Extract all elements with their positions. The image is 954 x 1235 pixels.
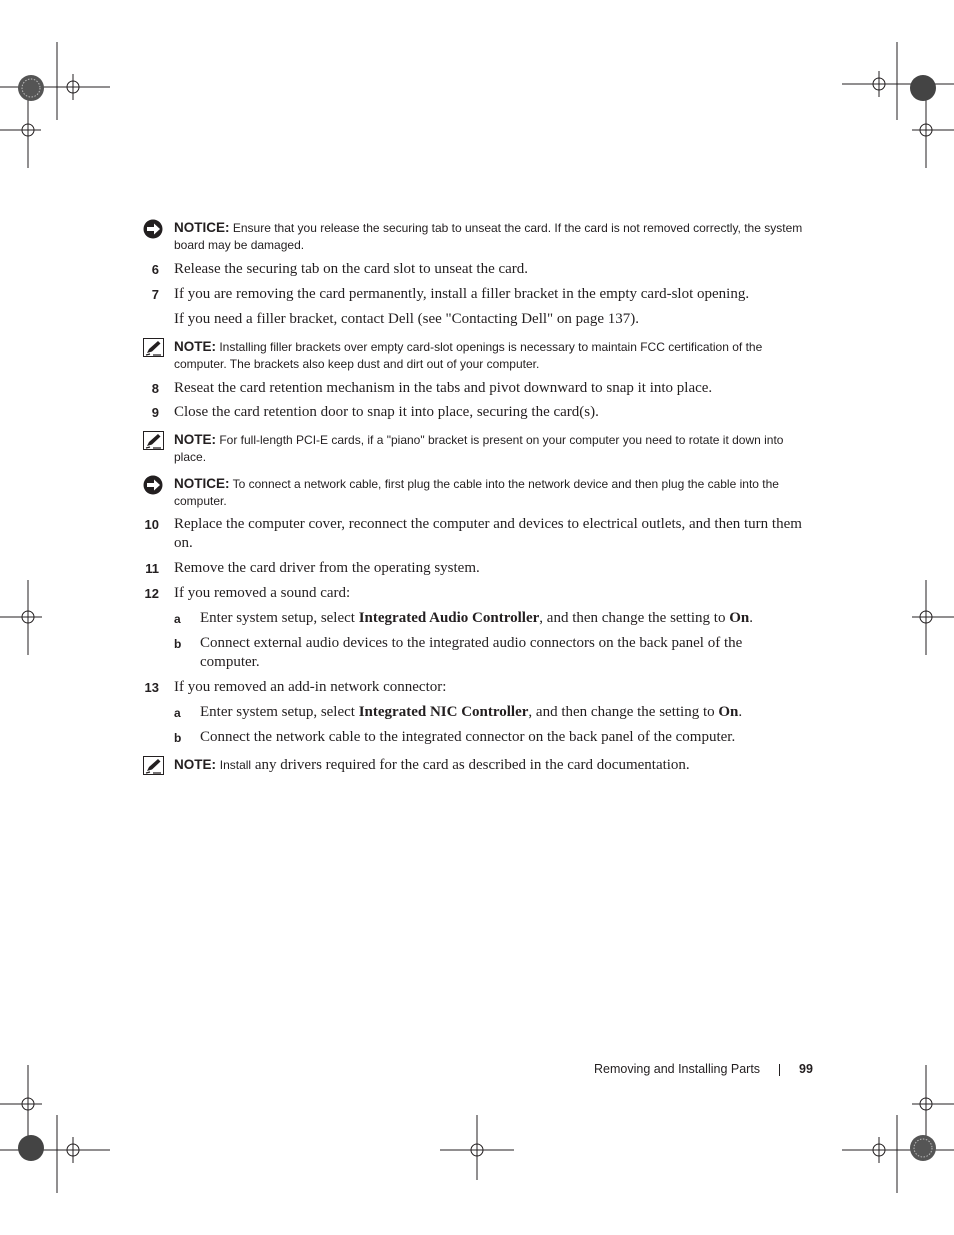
note-text: any drivers required for the card as described in the card documentation. [251,757,690,773]
step-text: Replace the computer cover, reconnect the computer and devices to electrical outlets, and then turn them on. [174,516,802,551]
substep-text [200,609,814,628]
step-text: Close the card retention door to snap it into place, securing the card(s). [174,404,599,420]
note-text: Installing filler brackets over empty card-slot openings is necessary to maintain FCC certification of the computer. The brackets also keep dust and dirt out of your computer. [174,340,763,371]
substep-letter: a [174,612,181,626]
footer-divider [779,1064,780,1076]
substep-letter: b [174,637,182,651]
notice-ensure-release [174,219,814,254]
step-number: 13 [144,680,159,695]
notice-arrow-icon [143,219,165,239]
substep-text-part: Enter system setup, select [200,704,359,720]
step-number: 10 [144,517,159,532]
note-label: NOTE: [174,757,216,772]
step-number: 8 [151,381,159,396]
substep-text-part: . [749,610,753,626]
step-text: If you are removing the card permanently, install a filler bracket in the empty card-slot opening. [174,286,750,302]
substep-letter: a [174,706,181,720]
notice-label: NOTICE: [174,476,230,491]
notice-text: To connect a network cable, first plug the cable into the network device and then plug the cable into the computer. [174,477,779,508]
substep-text-part: , and then change the setting to [528,704,719,720]
step-text: Reseat the card retention mechanism in the tabs and pivot downward to snap it into place. [174,380,713,396]
substep-text-part: Enter system setup, select [200,610,359,626]
note-text: Install [219,758,252,772]
note-pencil-icon [143,431,165,451]
note-label: NOTE: [174,339,216,354]
substep-letter: b [174,731,182,745]
ui-setting-value: On [729,610,750,626]
note-pencil-icon [143,338,165,358]
step-text: Remove the card driver from the operating system. [174,560,480,576]
page-number: 99 [799,1062,813,1076]
step-text: If you removed an add-in network connector: [174,679,447,695]
ui-setting-name: Integrated NIC Controller [358,704,529,720]
substep-text: Connect external audio devices to the integrated audio connectors on the back panel of the computer. [200,635,743,670]
step-number: 7 [151,287,159,302]
step-text: If you removed a sound card: [174,585,351,601]
footer-section-title: Removing and Installing Parts [594,1062,761,1076]
step-text: Release the securing tab on the card slot to unseat the card. [174,261,529,277]
ui-setting-name: Integrated Audio Controller [358,610,540,626]
note-install-drivers [174,755,814,775]
substep-text: Connect the network cable to the integrated connector on the back panel of the computer. [200,729,736,745]
notice-network-cable [174,475,814,510]
step-number: 11 [145,561,159,576]
note-text: For full-length PCI-E cards, if a "piano" bracket is present on your computer you need to rotate it down into place. [174,433,784,464]
step-number: 6 [151,262,159,277]
note-filler-brackets [174,338,814,373]
step-text-continued: If you need a filler bracket, contact Dell (see "Contacting Dell" on page 137). [174,311,639,327]
substep-text-part: . [738,704,743,720]
note-pencil-icon [143,756,165,776]
notice-arrow-icon [143,475,165,495]
substep-text-part: , and then change the setting to [539,610,730,626]
ui-setting-value: On [718,704,739,720]
note-label: NOTE: [174,432,216,447]
note-piano-bracket [174,431,814,466]
step-number: 9 [151,405,159,420]
notice-text: Ensure that you release the securing tab to unseat the card. If the card is not removed correctly, the system board may be damaged. [174,221,803,252]
notice-label: NOTICE: [174,220,230,235]
step-number: 12 [144,586,159,601]
substep-text [200,703,814,722]
